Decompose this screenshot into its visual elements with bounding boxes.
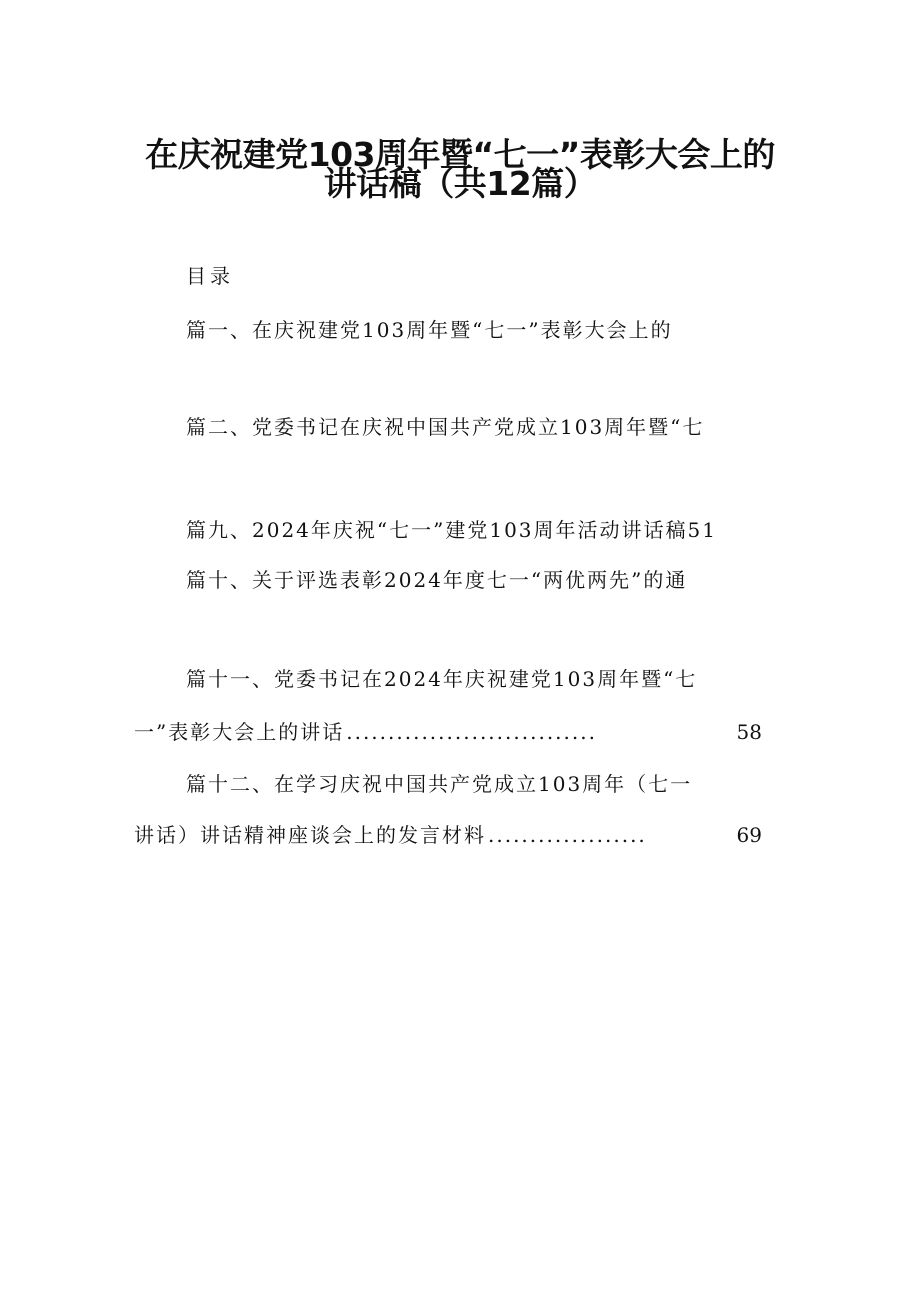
toc-entry-12-title-end: 讲话）讲话精神座谈会上的发言材料 [134,823,486,847]
toc-entry-9[interactable]: 篇九、2024年庆祝“七一”建党103周年活动讲话稿51 [186,518,717,542]
toc-entry-2[interactable]: 篇二、党委书记在庆祝中国共产党成立103周年暨“七 [186,415,705,439]
toc-entry-1[interactable]: 篇一、在庆祝建党103周年暨“七一”表彰大会上的 [186,318,673,342]
toc-entry-12-page-number: 69 [736,823,762,847]
toc-entry-11-page-number: 58 [736,720,762,744]
toc-entry-11-leader: .............................. [346,720,597,744]
toc-entry-12-line-1[interactable]: 篇十二、在学习庆祝中国共产党成立103周年（七一 [186,772,693,796]
toc-entry-10[interactable]: 篇十、关于评选表彰2024年度七一“两优两先”的通 [186,568,688,592]
toc-entry-11-title-end: 一”表彰大会上的讲话 [134,720,345,744]
toc-entry-12-line-2[interactable] [134,821,762,849]
document-title-line-2: 讲话稿（共12篇） [323,164,597,203]
toc-entry-11-line-2[interactable] [134,718,762,746]
toc-entry-11-line-1[interactable]: 篇十一、党委书记在2024年庆祝建党103周年暨“七 [186,667,698,691]
toc-entry-12-leader: ................... [488,823,647,847]
toc-heading: 目录 [186,264,234,288]
document-title-line-1: 在庆祝建党103周年暨“七一”表彰大会上的 [145,135,775,174]
